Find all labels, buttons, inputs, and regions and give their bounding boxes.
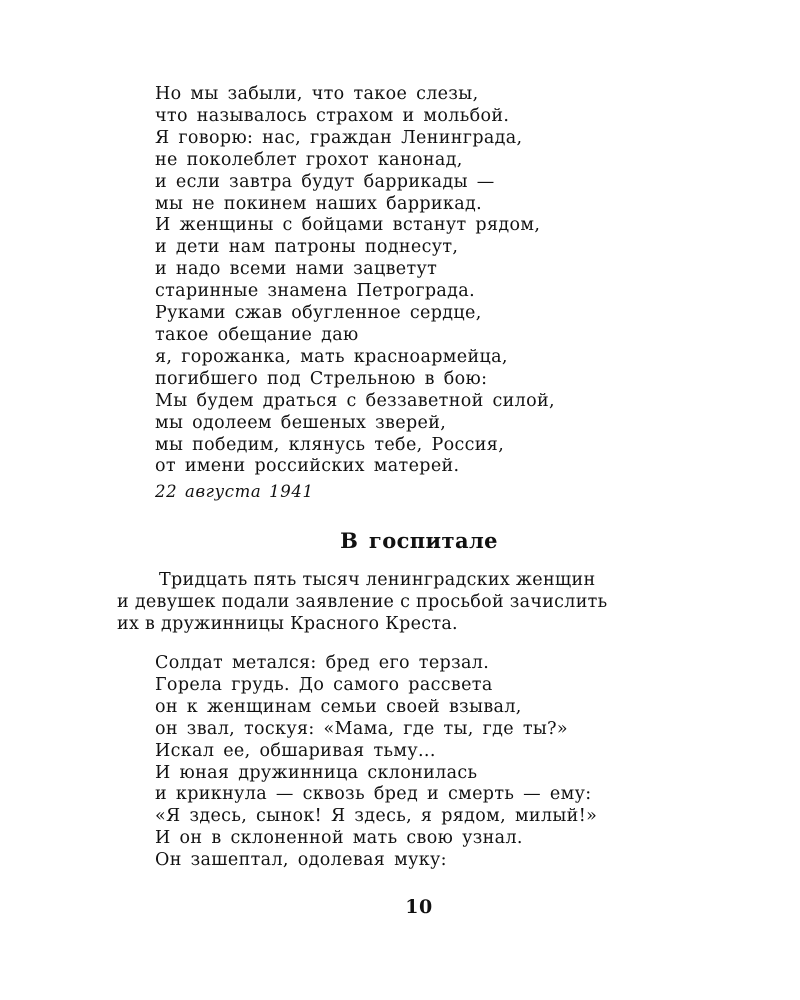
poem-line: мы не покинем наших баррикад. — [155, 193, 483, 214]
section-stanza — [155, 653, 597, 872]
poem-date: 22 августа 1941 — [155, 482, 314, 501]
poem-line: И юная дружинница склонилась — [155, 762, 478, 783]
poem-stanza — [155, 84, 555, 478]
poem-line: мы победим, клянусь тебе, Россия, — [155, 434, 505, 455]
poem-line: такое обещание даю — [155, 324, 359, 345]
poem-line: погибшего под Стрельною в бою: — [155, 368, 488, 389]
poem-line: Он зашептал, одолевая муку: — [155, 850, 447, 871]
poem-line: не поколеблет грохот канонад, — [155, 149, 463, 170]
section-intro — [117, 569, 717, 635]
poem-line: и если завтра будут баррикады — — [155, 171, 495, 192]
poem-line: он звал, тоскуя: «Мама, где ты, где ты?» — [155, 718, 568, 739]
poem-line: что называлось страхом и мольбой. — [155, 105, 510, 126]
poem-line: Но мы забыли, что такое слезы, — [155, 84, 479, 104]
poem-line: Солдат метался: бред его терзал. — [155, 653, 490, 673]
poem-line: он к женщинам семьи своей взывал, — [155, 696, 522, 717]
poem-line: и крикнула — сквозь бред и смерть — ему: — [155, 784, 592, 805]
poem-line: и надо всеми нами зацветут — [155, 259, 438, 280]
poem-line: Мы будем драться с беззаветной силой, — [155, 390, 555, 411]
section-title: В госпитале — [340, 528, 498, 553]
poem-line: «Я здесь, сынок! Я здесь, я рядом, милый!» — [155, 806, 598, 827]
poem-line: я, горожанка, мать красноармейца, — [155, 346, 508, 367]
intro-line: их в дружинницы Красного Креста. — [117, 614, 458, 634]
poem-line: Горела грудь. До самого рассвета — [155, 674, 493, 695]
intro-line: Тридцать пять тысяч ленинградских женщин — [159, 570, 596, 590]
poem-line: и дети нам патроны поднесут, — [155, 237, 459, 258]
page-number: 10 — [405, 896, 433, 918]
poem-line: Искал ее, обшаривая тьму... — [155, 740, 436, 761]
poem-line: мы одолеем бешеных зверей, — [155, 412, 447, 433]
poem-line: Я говорю: нас, граждан Ленинграда, — [155, 127, 523, 148]
poem-line: Руками сжав обугленное сердце, — [155, 303, 482, 324]
poem-line: старинные знамена Петрограда. — [155, 281, 475, 302]
intro-line: и девушек подали заявление с просьбой зачислить — [117, 592, 608, 612]
poem-line: от имени российских матерей. — [155, 456, 460, 477]
poem-line: И женщины с бойцами встанут рядом, — [155, 215, 541, 236]
poem-line: И он в склоненной мать свою узнал. — [155, 828, 523, 849]
